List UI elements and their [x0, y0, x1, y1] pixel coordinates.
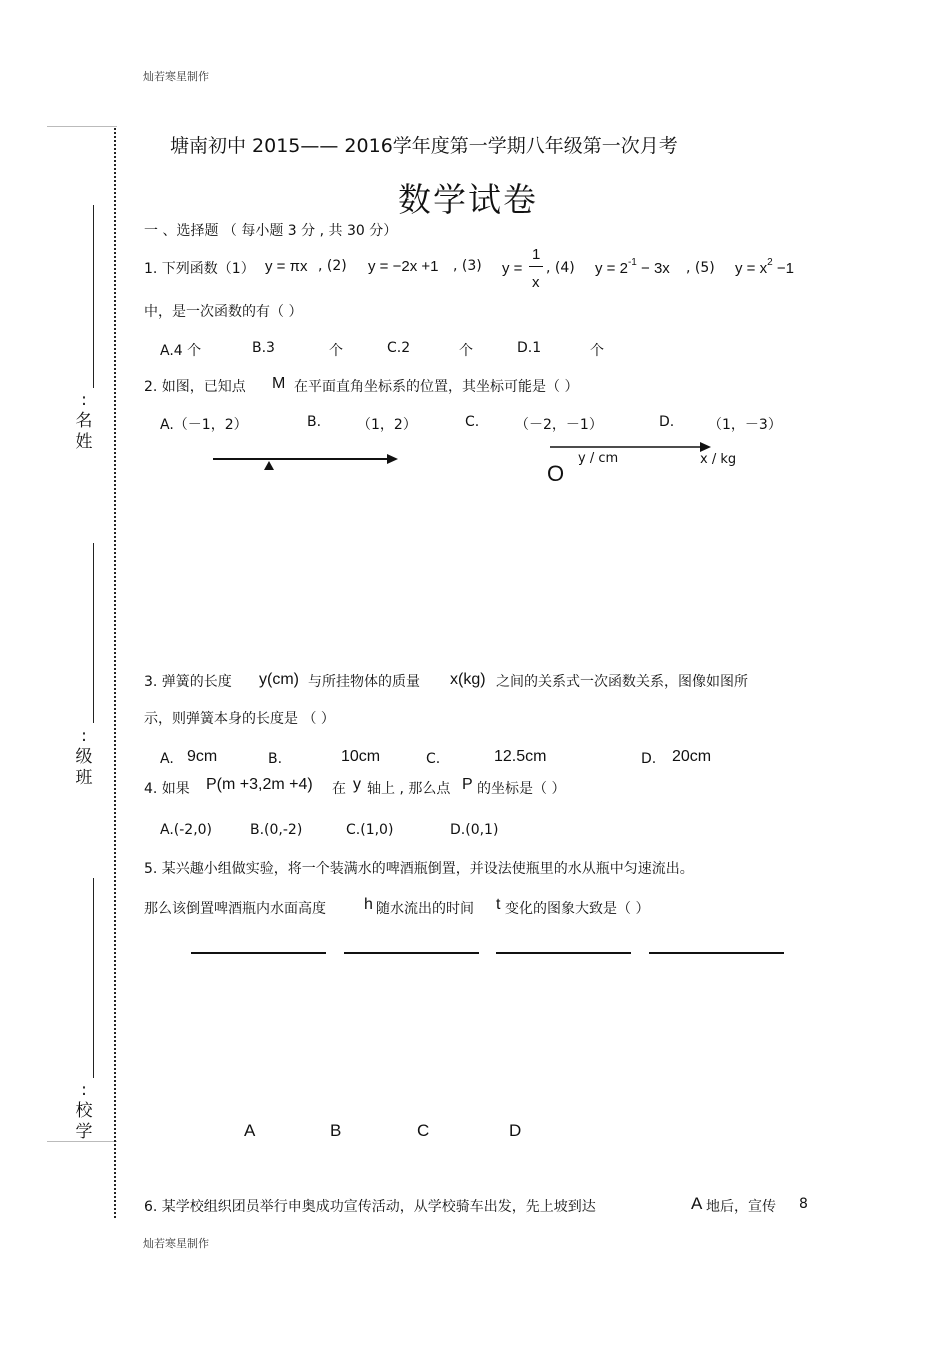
q1-sep-5: , (5): [686, 260, 715, 276]
graph-a-axis: [191, 952, 326, 954]
graph-d-label: D: [509, 1121, 522, 1140]
q1-prefix: 1. 下列函数（1）: [144, 261, 255, 277]
q1-option-d-unit: 个: [590, 343, 604, 359]
q3-option-b: B.: [268, 751, 283, 767]
graph-origin: O: [547, 461, 565, 486]
point-marker: [264, 461, 274, 470]
q3-option-c-value: 12.5cm: [494, 748, 547, 765]
q3-mid: 与所挂物体的质量: [308, 674, 420, 690]
q3-figure-axis: [548, 438, 716, 458]
q3-x-kg: x(kg): [450, 671, 486, 688]
graph-b-label: B: [330, 1121, 342, 1140]
q3-y-cm: y(cm): [259, 671, 299, 688]
page-header: 灿若寒星制作: [143, 70, 209, 83]
q5-line-1: 5. 某兴趣小组做实验，将一个装满水的啤酒瓶倒置，并设法使瓶里的水从瓶中匀速流出。: [144, 861, 694, 877]
q2-prefix: 2. 如图，已知点: [144, 379, 246, 395]
q6-prefix: 6. 某学校组织团员举行申奥成功宣传活动，从学校骑车出发，先上坡到达: [144, 1199, 596, 1215]
graph-c-label: C: [417, 1121, 430, 1140]
q1-line-2: 中，是一次函数的有（ ）: [144, 304, 303, 320]
q5-line-2c: 变化的图象大致是（ ）: [505, 901, 650, 917]
q3-prefix: 3. 弹簧的长度: [144, 674, 232, 690]
q1-func-1: y = πx: [265, 258, 308, 275]
q2-figure-axis: [205, 448, 405, 478]
graph-x-label: x / kg: [700, 452, 737, 467]
q4-option-a: A.(-2,0): [160, 822, 213, 838]
q3-option-a: A.: [160, 751, 174, 767]
q3-line-2: 示，则弹簧本身的长度是 （ ）: [144, 711, 335, 727]
q4-expression: P(m +3,2m +4): [206, 776, 313, 793]
q2-option-a: A.（－1，2）: [160, 417, 248, 433]
q1-func-5-base: y = x: [735, 260, 768, 277]
binding-dotted-line: [114, 128, 116, 1218]
q3-option-d-value: 20cm: [672, 748, 712, 765]
q6-number: 8: [799, 1196, 808, 1212]
q1-func-3-lhs: y =: [502, 260, 523, 277]
q3-suffix: 之间的关系式一次函数关系，图像如图所: [496, 674, 748, 690]
arrow-head: [387, 454, 398, 464]
q2-option-c-value: （－2，－1）: [515, 417, 603, 433]
q3-option-b-value: 10cm: [341, 748, 381, 765]
q4-option-b: B.(0,-2): [250, 822, 303, 838]
q4-p: P: [462, 776, 473, 793]
q5-h: h: [364, 896, 373, 913]
q5-t: t: [496, 896, 501, 913]
q2-option-b-value: （1，2）: [357, 417, 417, 433]
q5-line-2a: 那么该倒置啤酒瓶内水面高度: [144, 901, 326, 917]
q1-option-d: D.1: [517, 340, 542, 356]
arrow-head: [700, 442, 711, 452]
graph-b-axis: [344, 952, 479, 954]
q2-option-d: D.: [659, 414, 675, 430]
q1-sep-3: , (3): [453, 258, 482, 274]
name-label: :名姓: [75, 390, 93, 452]
q4-prefix: 4. 如果: [144, 781, 190, 797]
margin-top-rule: [47, 126, 117, 127]
q1-sep-4: , (4): [546, 260, 575, 276]
q2-suffix: 在平面直角坐标系的位置，其坐标可能是（ ）: [294, 379, 579, 395]
q1-func-4-exponent: -1: [627, 257, 637, 268]
page-footer: 灿若寒星制作: [143, 1237, 209, 1250]
exam-title: 塘南初中 2015—— 2016学年度第一学期八年级第一次月考: [170, 135, 678, 157]
q6-suffix: 地后，宣传: [706, 1199, 776, 1215]
q1-sep-2: , (2): [318, 258, 347, 274]
graph-y-label: y / cm: [578, 451, 619, 466]
school-label: :校学: [75, 1080, 93, 1142]
class-label: :级班: [75, 726, 93, 788]
name-blank-line: [93, 205, 94, 388]
q3-option-a-value: 9cm: [187, 748, 218, 765]
q1-option-b-unit: 个: [329, 343, 343, 359]
q5-line-2b: 随水流出的时间: [376, 901, 474, 917]
q3-option-d: D.: [641, 751, 657, 767]
q1-option-c-unit: 个: [459, 343, 473, 359]
q6-point-a: A: [691, 1194, 703, 1213]
q1-func-5-exponent: 2: [767, 257, 773, 268]
q3-option-c: C.: [426, 751, 441, 767]
q1-func-5: [735, 257, 794, 277]
q2-option-b: B.: [307, 414, 322, 430]
q1-func-4: [595, 257, 670, 277]
graph-d-axis: [649, 952, 784, 954]
fraction-bar: [529, 266, 543, 267]
q1-func-3-numerator: 1: [532, 246, 541, 263]
q1-func-4-base: y = 2: [595, 260, 628, 277]
q2-point: M: [272, 375, 286, 392]
q4-option-c: C.(1,0): [346, 822, 394, 838]
q4-y: y: [353, 776, 361, 793]
q2-option-d-value: （1，－3）: [708, 417, 782, 433]
class-blank-line: [93, 543, 94, 723]
q1-func-4-rest: − 3x: [636, 260, 670, 277]
q2-option-c: C.: [465, 414, 480, 430]
school-blank-line: [93, 878, 94, 1078]
section-heading: 一 、选择题 （ 每小题 3 分 , 共 30 分）: [144, 223, 398, 239]
q1-func-3-denominator: x: [532, 274, 540, 291]
q1-func-2: y = −2x +1: [368, 258, 439, 275]
graph-a-label: A: [244, 1121, 256, 1140]
q4-option-d: D.(0,1): [450, 822, 499, 838]
q4-mid: 在: [332, 781, 346, 797]
q1-option-c: C.2: [387, 340, 411, 356]
q1-func-5-rest: −1: [772, 260, 794, 277]
q4-suffix: 的坐标是（ ）: [477, 781, 566, 797]
graph-c-axis: [496, 952, 631, 954]
q4-mid-2: 轴上 , 那么点: [367, 781, 451, 797]
paper-title: 数学试卷: [398, 180, 538, 219]
q1-option-b: B.3: [252, 340, 275, 356]
q1-option-a: A.4 个: [160, 343, 202, 359]
